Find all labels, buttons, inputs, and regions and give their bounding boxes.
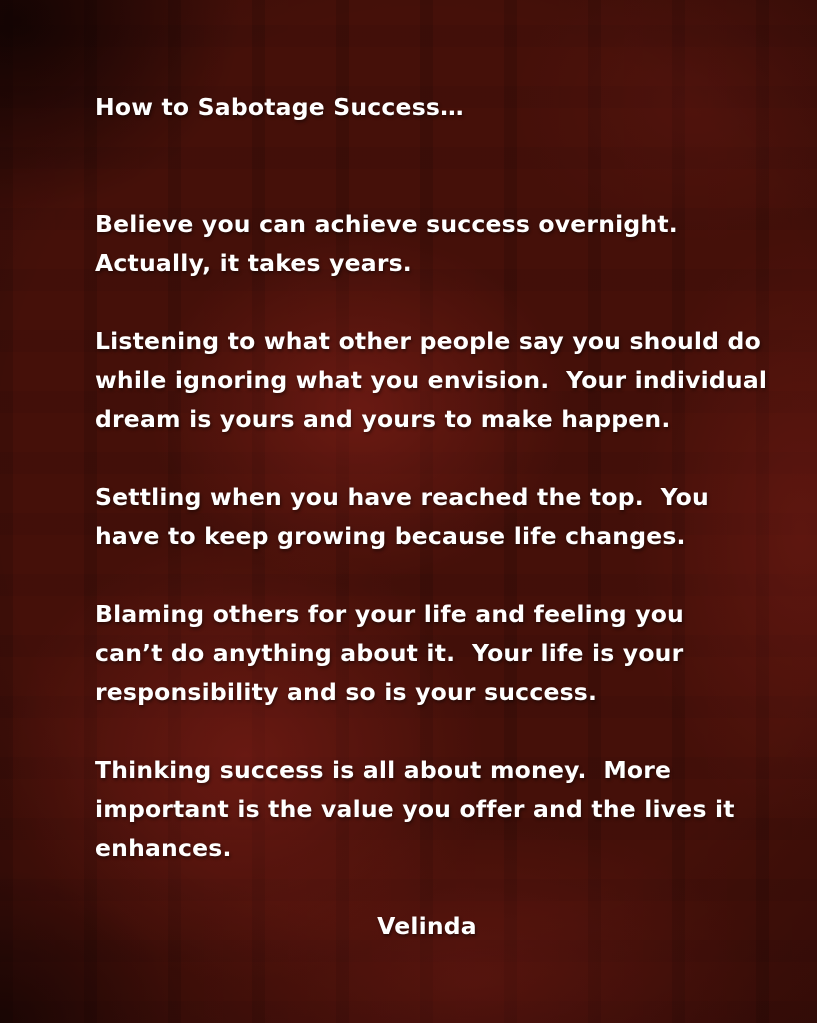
text-line: important is the value you offer and the lives it [95, 795, 735, 823]
paragraph-blaming [95, 595, 759, 712]
text-line: dream is yours and yours to make happen. [95, 405, 671, 433]
poster-title: How to Sabotage Success… [95, 93, 464, 121]
text-line: Believe you can achieve success overnight. [95, 210, 678, 238]
text-line: Settling when you have reached the top. You [95, 483, 709, 511]
text-line: Listening to what other people say you should do [95, 327, 761, 355]
signature: Velinda [377, 912, 477, 940]
paragraph-believe [95, 205, 759, 283]
text-line: while ignoring what you envision. Your individual [95, 366, 768, 394]
text-line: responsibility and so is your success. [95, 678, 598, 706]
poster-content [95, 88, 768, 946]
text-line: Blaming others for your life and feeling you [95, 600, 684, 628]
text-line: Thinking success is all about money. More [95, 756, 672, 784]
text-line: enhances. [95, 834, 232, 862]
paragraph-thinking [95, 751, 759, 868]
text-line: Actually, it takes years. [95, 249, 412, 277]
text-line: can’t do anything about it. Your life is your [95, 639, 684, 667]
paragraph-settling [95, 478, 759, 556]
paragraph-listening [95, 322, 768, 439]
text-line: have to keep growing because life changes. [95, 522, 686, 550]
